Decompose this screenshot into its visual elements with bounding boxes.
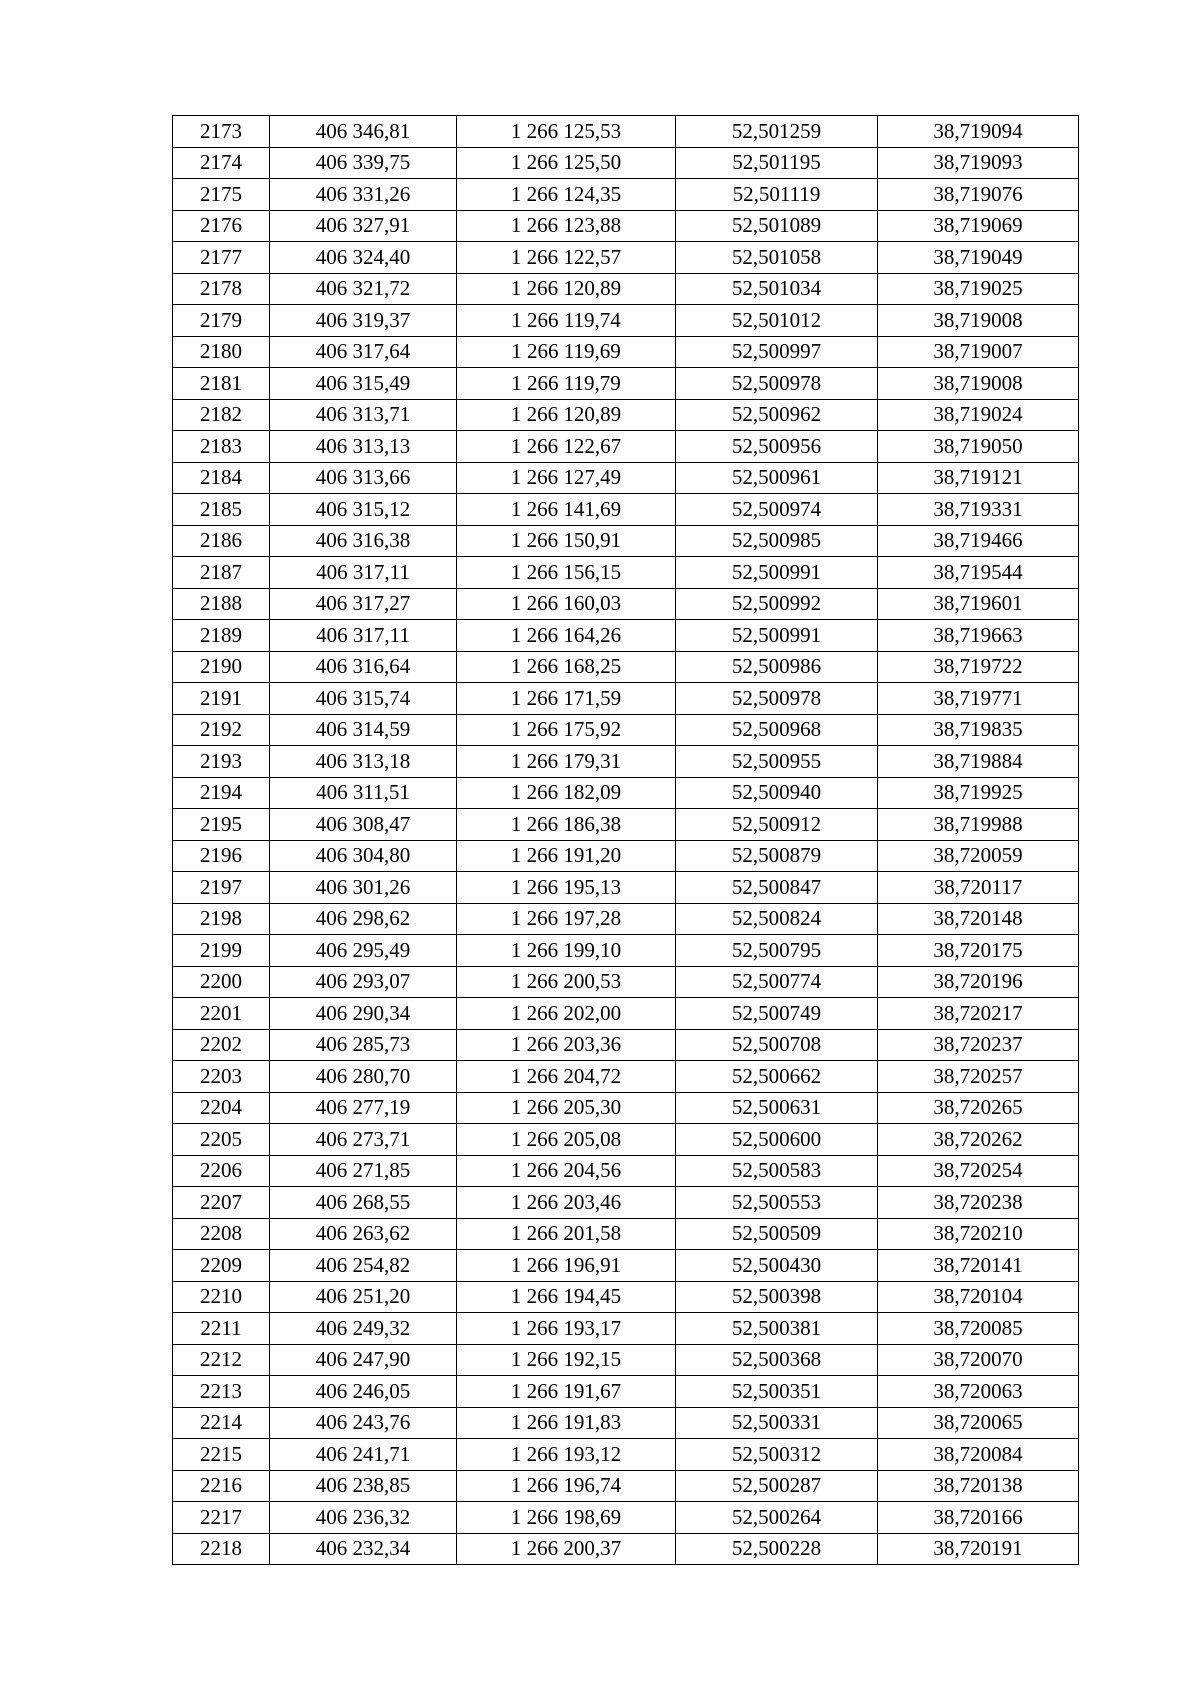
x-coordinate-cell: 406 277,19 <box>270 1092 457 1124</box>
point-number-cell: 2173 <box>173 116 270 148</box>
x-coordinate-cell: 406 317,27 <box>270 588 457 620</box>
latitude-cell: 52,500749 <box>676 998 878 1030</box>
y-coordinate-cell: 1 266 119,74 <box>457 305 676 337</box>
latitude-cell: 52,500955 <box>676 746 878 778</box>
x-coordinate-cell: 406 251,20 <box>270 1281 457 1313</box>
latitude-cell: 52,500368 <box>676 1344 878 1376</box>
table-row <box>173 368 1079 400</box>
point-number-cell: 2216 <box>173 1470 270 1502</box>
longitude-cell: 38,719466 <box>878 525 1079 557</box>
latitude-cell: 52,500774 <box>676 966 878 998</box>
point-number-cell: 2177 <box>173 242 270 274</box>
latitude-cell: 52,500381 <box>676 1313 878 1345</box>
y-coordinate-cell: 1 266 191,67 <box>457 1376 676 1408</box>
y-coordinate-cell: 1 266 123,88 <box>457 210 676 242</box>
latitude-cell: 52,501058 <box>676 242 878 274</box>
point-number-cell: 2195 <box>173 809 270 841</box>
longitude-cell: 38,720148 <box>878 903 1079 935</box>
point-number-cell: 2202 <box>173 1029 270 1061</box>
x-coordinate-cell: 406 317,64 <box>270 336 457 368</box>
x-coordinate-cell: 406 236,32 <box>270 1502 457 1534</box>
point-number-cell: 2210 <box>173 1281 270 1313</box>
y-coordinate-cell: 1 266 164,26 <box>457 620 676 652</box>
point-number-cell: 2218 <box>173 1533 270 1565</box>
x-coordinate-cell: 406 324,40 <box>270 242 457 274</box>
latitude-cell: 52,500968 <box>676 714 878 746</box>
latitude-cell: 52,500978 <box>676 683 878 715</box>
longitude-cell: 38,720141 <box>878 1250 1079 1282</box>
latitude-cell: 52,500228 <box>676 1533 878 1565</box>
x-coordinate-cell: 406 263,62 <box>270 1218 457 1250</box>
table-row <box>173 903 1079 935</box>
y-coordinate-cell: 1 266 186,38 <box>457 809 676 841</box>
latitude-cell: 52,500992 <box>676 588 878 620</box>
y-coordinate-cell: 1 266 124,35 <box>457 179 676 211</box>
longitude-cell: 38,720262 <box>878 1124 1079 1156</box>
point-number-cell: 2196 <box>173 840 270 872</box>
table-row <box>173 872 1079 904</box>
y-coordinate-cell: 1 266 122,67 <box>457 431 676 463</box>
point-number-cell: 2187 <box>173 557 270 589</box>
y-coordinate-cell: 1 266 194,45 <box>457 1281 676 1313</box>
y-coordinate-cell: 1 266 193,12 <box>457 1439 676 1471</box>
point-number-cell: 2211 <box>173 1313 270 1345</box>
y-coordinate-cell: 1 266 120,89 <box>457 273 676 305</box>
x-coordinate-cell: 406 311,51 <box>270 777 457 809</box>
latitude-cell: 52,500824 <box>676 903 878 935</box>
y-coordinate-cell: 1 266 204,56 <box>457 1155 676 1187</box>
latitude-cell: 52,501012 <box>676 305 878 337</box>
latitude-cell: 52,500398 <box>676 1281 878 1313</box>
longitude-cell: 38,720065 <box>878 1407 1079 1439</box>
point-number-cell: 2205 <box>173 1124 270 1156</box>
latitude-cell: 52,500961 <box>676 462 878 494</box>
table-row <box>173 1470 1079 1502</box>
latitude-cell: 52,500287 <box>676 1470 878 1502</box>
longitude-cell: 38,720085 <box>878 1313 1079 1345</box>
x-coordinate-cell: 406 238,85 <box>270 1470 457 1502</box>
x-coordinate-cell: 406 314,59 <box>270 714 457 746</box>
latitude-cell: 52,500974 <box>676 494 878 526</box>
y-coordinate-cell: 1 266 171,59 <box>457 683 676 715</box>
x-coordinate-cell: 406 271,85 <box>270 1155 457 1187</box>
latitude-cell: 52,500351 <box>676 1376 878 1408</box>
y-coordinate-cell: 1 266 191,20 <box>457 840 676 872</box>
coordinates-table <box>172 115 1079 1565</box>
table-row <box>173 210 1079 242</box>
point-number-cell: 2190 <box>173 651 270 683</box>
point-number-cell: 2176 <box>173 210 270 242</box>
longitude-cell: 38,719049 <box>878 242 1079 274</box>
longitude-cell: 38,719663 <box>878 620 1079 652</box>
table-row <box>173 1029 1079 1061</box>
table-row <box>173 1407 1079 1439</box>
table-row <box>173 431 1079 463</box>
point-number-cell: 2207 <box>173 1187 270 1219</box>
x-coordinate-cell: 406 321,72 <box>270 273 457 305</box>
point-number-cell: 2203 <box>173 1061 270 1093</box>
table-row <box>173 746 1079 778</box>
x-coordinate-cell: 406 298,62 <box>270 903 457 935</box>
longitude-cell: 38,720117 <box>878 872 1079 904</box>
longitude-cell: 38,719076 <box>878 179 1079 211</box>
latitude-cell: 52,500662 <box>676 1061 878 1093</box>
x-coordinate-cell: 406 232,34 <box>270 1533 457 1565</box>
latitude-cell: 52,500331 <box>676 1407 878 1439</box>
longitude-cell: 38,720254 <box>878 1155 1079 1187</box>
point-number-cell: 2217 <box>173 1502 270 1534</box>
longitude-cell: 38,720070 <box>878 1344 1079 1376</box>
latitude-cell: 52,500912 <box>676 809 878 841</box>
point-number-cell: 2175 <box>173 179 270 211</box>
x-coordinate-cell: 406 241,71 <box>270 1439 457 1471</box>
x-coordinate-cell: 406 346,81 <box>270 116 457 148</box>
point-number-cell: 2212 <box>173 1344 270 1376</box>
point-number-cell: 2200 <box>173 966 270 998</box>
x-coordinate-cell: 406 304,80 <box>270 840 457 872</box>
y-coordinate-cell: 1 266 120,89 <box>457 399 676 431</box>
point-number-cell: 2197 <box>173 872 270 904</box>
table-row <box>173 462 1079 494</box>
y-coordinate-cell: 1 266 192,15 <box>457 1344 676 1376</box>
table-row <box>173 966 1079 998</box>
x-coordinate-cell: 406 293,07 <box>270 966 457 998</box>
y-coordinate-cell: 1 266 119,69 <box>457 336 676 368</box>
point-number-cell: 2193 <box>173 746 270 778</box>
x-coordinate-cell: 406 317,11 <box>270 557 457 589</box>
y-coordinate-cell: 1 266 156,15 <box>457 557 676 589</box>
longitude-cell: 38,720191 <box>878 1533 1079 1565</box>
table-row <box>173 777 1079 809</box>
latitude-cell: 52,501195 <box>676 147 878 179</box>
x-coordinate-cell: 406 327,91 <box>270 210 457 242</box>
longitude-cell: 38,719007 <box>878 336 1079 368</box>
latitude-cell: 52,501034 <box>676 273 878 305</box>
x-coordinate-cell: 406 273,71 <box>270 1124 457 1156</box>
x-coordinate-cell: 406 254,82 <box>270 1250 457 1282</box>
table-row <box>173 557 1079 589</box>
longitude-cell: 38,719722 <box>878 651 1079 683</box>
point-number-cell: 2194 <box>173 777 270 809</box>
x-coordinate-cell: 406 313,13 <box>270 431 457 463</box>
x-coordinate-cell: 406 317,11 <box>270 620 457 652</box>
y-coordinate-cell: 1 266 175,92 <box>457 714 676 746</box>
latitude-cell: 52,500583 <box>676 1155 878 1187</box>
table-row <box>173 494 1079 526</box>
point-number-cell: 2204 <box>173 1092 270 1124</box>
x-coordinate-cell: 406 280,70 <box>270 1061 457 1093</box>
point-number-cell: 2198 <box>173 903 270 935</box>
point-number-cell: 2181 <box>173 368 270 400</box>
x-coordinate-cell: 406 313,66 <box>270 462 457 494</box>
latitude-cell: 52,500997 <box>676 336 878 368</box>
y-coordinate-cell: 1 266 202,00 <box>457 998 676 1030</box>
y-coordinate-cell: 1 266 125,50 <box>457 147 676 179</box>
table-row <box>173 1533 1079 1565</box>
x-coordinate-cell: 406 308,47 <box>270 809 457 841</box>
longitude-cell: 38,719925 <box>878 777 1079 809</box>
latitude-cell: 52,500991 <box>676 620 878 652</box>
table-row <box>173 147 1079 179</box>
y-coordinate-cell: 1 266 198,69 <box>457 1502 676 1534</box>
point-number-cell: 2184 <box>173 462 270 494</box>
table-row <box>173 1313 1079 1345</box>
point-number-cell: 2183 <box>173 431 270 463</box>
table-row <box>173 1061 1079 1093</box>
point-number-cell: 2189 <box>173 620 270 652</box>
point-number-cell: 2186 <box>173 525 270 557</box>
latitude-cell: 52,500631 <box>676 1092 878 1124</box>
point-number-cell: 2191 <box>173 683 270 715</box>
table-row <box>173 1376 1079 1408</box>
y-coordinate-cell: 1 266 201,58 <box>457 1218 676 1250</box>
longitude-cell: 38,720265 <box>878 1092 1079 1124</box>
x-coordinate-cell: 406 285,73 <box>270 1029 457 1061</box>
x-coordinate-cell: 406 339,75 <box>270 147 457 179</box>
point-number-cell: 2185 <box>173 494 270 526</box>
table-row <box>173 336 1079 368</box>
table-row <box>173 1281 1079 1313</box>
y-coordinate-cell: 1 266 205,08 <box>457 1124 676 1156</box>
latitude-cell: 52,500978 <box>676 368 878 400</box>
y-coordinate-cell: 1 266 160,03 <box>457 588 676 620</box>
y-coordinate-cell: 1 266 204,72 <box>457 1061 676 1093</box>
longitude-cell: 38,719008 <box>878 368 1079 400</box>
longitude-cell: 38,719008 <box>878 305 1079 337</box>
latitude-cell: 52,500986 <box>676 651 878 683</box>
latitude-cell: 52,501089 <box>676 210 878 242</box>
y-coordinate-cell: 1 266 122,57 <box>457 242 676 274</box>
y-coordinate-cell: 1 266 200,37 <box>457 1533 676 1565</box>
table-row <box>173 525 1079 557</box>
y-coordinate-cell: 1 266 200,53 <box>457 966 676 998</box>
table-row <box>173 1502 1079 1534</box>
y-coordinate-cell: 1 266 150,91 <box>457 525 676 557</box>
point-number-cell: 2201 <box>173 998 270 1030</box>
table-row <box>173 399 1079 431</box>
table-row <box>173 242 1079 274</box>
y-coordinate-cell: 1 266 197,28 <box>457 903 676 935</box>
x-coordinate-cell: 406 319,37 <box>270 305 457 337</box>
longitude-cell: 38,720166 <box>878 1502 1079 1534</box>
point-number-cell: 2188 <box>173 588 270 620</box>
latitude-cell: 52,500600 <box>676 1124 878 1156</box>
table-row <box>173 305 1079 337</box>
latitude-cell: 52,501119 <box>676 179 878 211</box>
point-number-cell: 2215 <box>173 1439 270 1471</box>
latitude-cell: 52,500847 <box>676 872 878 904</box>
longitude-cell: 38,719884 <box>878 746 1079 778</box>
x-coordinate-cell: 406 313,71 <box>270 399 457 431</box>
point-number-cell: 2206 <box>173 1155 270 1187</box>
table-row <box>173 840 1079 872</box>
longitude-cell: 38,720196 <box>878 966 1079 998</box>
longitude-cell: 38,719094 <box>878 116 1079 148</box>
table-row <box>173 1344 1079 1376</box>
longitude-cell: 38,720084 <box>878 1439 1079 1471</box>
table-row <box>173 683 1079 715</box>
point-number-cell: 2213 <box>173 1376 270 1408</box>
table-row <box>173 1218 1079 1250</box>
longitude-cell: 38,719121 <box>878 462 1079 494</box>
x-coordinate-cell: 406 249,32 <box>270 1313 457 1345</box>
y-coordinate-cell: 1 266 179,31 <box>457 746 676 778</box>
table-row <box>173 116 1079 148</box>
y-coordinate-cell: 1 266 182,09 <box>457 777 676 809</box>
y-coordinate-cell: 1 266 193,17 <box>457 1313 676 1345</box>
y-coordinate-cell: 1 266 199,10 <box>457 935 676 967</box>
x-coordinate-cell: 406 295,49 <box>270 935 457 967</box>
y-coordinate-cell: 1 266 205,30 <box>457 1092 676 1124</box>
longitude-cell: 38,720217 <box>878 998 1079 1030</box>
y-coordinate-cell: 1 266 196,91 <box>457 1250 676 1282</box>
point-number-cell: 2209 <box>173 1250 270 1282</box>
longitude-cell: 38,719601 <box>878 588 1079 620</box>
y-coordinate-cell: 1 266 127,49 <box>457 462 676 494</box>
longitude-cell: 38,719544 <box>878 557 1079 589</box>
y-coordinate-cell: 1 266 168,25 <box>457 651 676 683</box>
longitude-cell: 38,719835 <box>878 714 1079 746</box>
longitude-cell: 38,720104 <box>878 1281 1079 1313</box>
longitude-cell: 38,720138 <box>878 1470 1079 1502</box>
point-number-cell: 2180 <box>173 336 270 368</box>
latitude-cell: 52,500940 <box>676 777 878 809</box>
point-number-cell: 2208 <box>173 1218 270 1250</box>
y-coordinate-cell: 1 266 196,74 <box>457 1470 676 1502</box>
table-row <box>173 998 1079 1030</box>
point-number-cell: 2178 <box>173 273 270 305</box>
table-row <box>173 1439 1079 1471</box>
y-coordinate-cell: 1 266 125,53 <box>457 116 676 148</box>
longitude-cell: 38,720238 <box>878 1187 1079 1219</box>
longitude-cell: 38,720237 <box>878 1029 1079 1061</box>
longitude-cell: 38,719069 <box>878 210 1079 242</box>
latitude-cell: 52,500879 <box>676 840 878 872</box>
x-coordinate-cell: 406 315,12 <box>270 494 457 526</box>
longitude-cell: 38,719024 <box>878 399 1079 431</box>
longitude-cell: 38,720175 <box>878 935 1079 967</box>
latitude-cell: 52,500956 <box>676 431 878 463</box>
y-coordinate-cell: 1 266 141,69 <box>457 494 676 526</box>
x-coordinate-cell: 406 268,55 <box>270 1187 457 1219</box>
point-number-cell: 2179 <box>173 305 270 337</box>
point-number-cell: 2199 <box>173 935 270 967</box>
x-coordinate-cell: 406 315,49 <box>270 368 457 400</box>
x-coordinate-cell: 406 316,64 <box>270 651 457 683</box>
x-coordinate-cell: 406 316,38 <box>270 525 457 557</box>
table-row <box>173 935 1079 967</box>
x-coordinate-cell: 406 315,74 <box>270 683 457 715</box>
x-coordinate-cell: 406 243,76 <box>270 1407 457 1439</box>
y-coordinate-cell: 1 266 203,36 <box>457 1029 676 1061</box>
longitude-cell: 38,719093 <box>878 147 1079 179</box>
x-coordinate-cell: 406 247,90 <box>270 1344 457 1376</box>
latitude-cell: 52,500553 <box>676 1187 878 1219</box>
point-number-cell: 2192 <box>173 714 270 746</box>
longitude-cell: 38,720257 <box>878 1061 1079 1093</box>
latitude-cell: 52,500708 <box>676 1029 878 1061</box>
latitude-cell: 52,500962 <box>676 399 878 431</box>
latitude-cell: 52,500509 <box>676 1218 878 1250</box>
table-row <box>173 620 1079 652</box>
y-coordinate-cell: 1 266 195,13 <box>457 872 676 904</box>
x-coordinate-cell: 406 246,05 <box>270 1376 457 1408</box>
latitude-cell: 52,500985 <box>676 525 878 557</box>
latitude-cell: 52,500991 <box>676 557 878 589</box>
longitude-cell: 38,719025 <box>878 273 1079 305</box>
y-coordinate-cell: 1 266 191,83 <box>457 1407 676 1439</box>
latitude-cell: 52,500430 <box>676 1250 878 1282</box>
point-number-cell: 2214 <box>173 1407 270 1439</box>
table-row <box>173 1092 1079 1124</box>
table-row <box>173 714 1079 746</box>
table-row <box>173 1155 1079 1187</box>
point-number-cell: 2182 <box>173 399 270 431</box>
table-row <box>173 1124 1079 1156</box>
point-number-cell: 2174 <box>173 147 270 179</box>
x-coordinate-cell: 406 290,34 <box>270 998 457 1030</box>
y-coordinate-cell: 1 266 119,79 <box>457 368 676 400</box>
longitude-cell: 38,719050 <box>878 431 1079 463</box>
longitude-cell: 38,720059 <box>878 840 1079 872</box>
y-coordinate-cell: 1 266 203,46 <box>457 1187 676 1219</box>
coordinates-table-body <box>173 116 1079 1565</box>
longitude-cell: 38,719771 <box>878 683 1079 715</box>
longitude-cell: 38,719331 <box>878 494 1079 526</box>
table-row <box>173 273 1079 305</box>
latitude-cell: 52,500312 <box>676 1439 878 1471</box>
latitude-cell: 52,500264 <box>676 1502 878 1534</box>
table-row <box>173 1187 1079 1219</box>
table-row <box>173 1250 1079 1282</box>
table-row <box>173 651 1079 683</box>
table-row <box>173 809 1079 841</box>
table-row <box>173 588 1079 620</box>
x-coordinate-cell: 406 313,18 <box>270 746 457 778</box>
table-row <box>173 179 1079 211</box>
latitude-cell: 52,500795 <box>676 935 878 967</box>
latitude-cell: 52,501259 <box>676 116 878 148</box>
longitude-cell: 38,719988 <box>878 809 1079 841</box>
longitude-cell: 38,720063 <box>878 1376 1079 1408</box>
x-coordinate-cell: 406 331,26 <box>270 179 457 211</box>
longitude-cell: 38,720210 <box>878 1218 1079 1250</box>
x-coordinate-cell: 406 301,26 <box>270 872 457 904</box>
